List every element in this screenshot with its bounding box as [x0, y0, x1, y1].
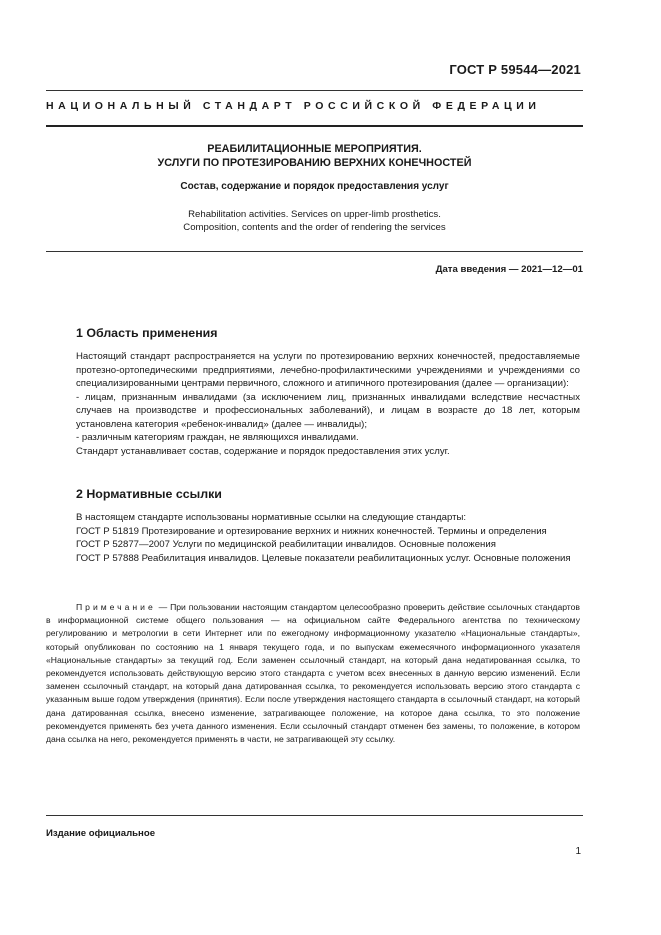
section-1-heading: 1 Область применения [76, 326, 218, 340]
section-1-paragraph: Стандарт устанавливает состав, содержание и порядок предоставления этих услуг. [76, 445, 450, 457]
header-rule-top [46, 90, 583, 91]
document-subtitle: Состав, содержание и порядок предоставления услуг [180, 181, 449, 192]
english-title-line-1: Rehabilitation activities. Services on upper-limb prosthetics. [188, 209, 441, 220]
national-standard-banner: НАЦИОНАЛЬНЫЙ СТАНДАРТ РОССИЙСКОЙ ФЕДЕРАЦИИ [46, 100, 541, 112]
header-rule-bottom [46, 125, 583, 127]
footer-rule [46, 815, 583, 816]
section-2-paragraph: ГОСТ Р 52877—2007 Услуги по медицинской реабилитации инвалидов. Основные положения [76, 539, 496, 550]
section-2-paragraph: ГОСТ Р 57888 Реабилитация инвалидов. Целевые показатели реабилитационных услуг. Основные положения [76, 552, 571, 564]
section-1-body [76, 350, 580, 458]
section-2-paragraph: В настоящем стандарте использованы нормативные ссылки на следующие стандарты: [76, 512, 467, 523]
page-number: 1 [575, 846, 581, 857]
english-title [46, 208, 583, 234]
introduction-date: Дата введения — 2021—12—01 [435, 264, 583, 275]
section-2-body [76, 511, 580, 565]
gost-number: ГОСТ Р 59544—2021 [449, 62, 581, 77]
document-title [46, 143, 583, 170]
section-1-paragraph: Настоящий стандарт распространяется на услуги по протезированию верхних конечностей, предоставляемые протезно-ортопедическими предприятиями, лечебно-профилактическими учреждениями и учреждениями со специализированными центрами первичного, сложного и атипичного протезирования (далее — организации): [76, 351, 580, 389]
title-line-2: УСЛУГИ ПО ПРОТЕЗИРОВАНИЮ ВЕРХНИХ КОНЕЧНОСТЕЙ [157, 156, 472, 169]
section-1-paragraph: - различным категориям граждан, не являющихся инвалидами. [76, 432, 359, 443]
official-edition-label: Издание официальное [46, 828, 156, 839]
section-2-paragraph: ГОСТ Р 51819 Протезирование и ортезирование верхних и нижних конечностей. Термины и определения [76, 525, 547, 537]
title-rule [46, 251, 583, 252]
section-2-heading: 2 Нормативные ссылки [76, 487, 222, 501]
section-1-paragraph: - лицам, признанным инвалидами (за исключением лиц, признанных инвалидами вследствие несчастных случаев на производстве и профессиональных заболеваний), и лицам в возрасте до 18 лет, которым установлена категория «ребенок-инвалид» (далее — инвалиды); [76, 391, 580, 430]
references-note [46, 601, 580, 746]
note-label: Примечание [76, 602, 156, 612]
note-text: — При пользовании настоящим стандартом целесообразно проверить действие ссылочных стандартов в информационной системе общего пользования — на официальном сайте Федерального агентства по техническому регулированию и метрологии в сети Интернет или по ежегодному информационному указателю «Национальные стандарты», который опубликован по состоянию на 1 января текущего года, и по выпускам ежемесячного информационного указателя «Национальные стандарты» за текущий год. Если заменен ссылочный стандарт, на который дана недатированная ссылка, то рекомендуется использовать действующую версию этого стандарта с учетом всех внесенных в данную версию изменений. Если заменен ссылочный стандарт, на который дана датированная ссылка, то рекомендуется использовать версию этого стандарта с указанным выше годом утверждения (принятия). Если после утверждения настоящего стандарта в ссылочный стандарт, на который дана датированная ссылка, внесено изменение, затрагивающее положение, на которое дана ссылка, то это положение рекомендуется применять без учета данного изменения. Если ссылочный стандарт отменен без замены, то положение, в котором дана ссылка на него, рекомендуется применять в части, не затрагивающей эту ссылку. [46, 602, 580, 745]
title-line-1: РЕАБИЛИТАЦИОННЫЕ МЕРОПРИЯТИЯ. [207, 143, 422, 155]
english-title-line-2: Composition, contents and the order of rendering the services [183, 222, 446, 233]
